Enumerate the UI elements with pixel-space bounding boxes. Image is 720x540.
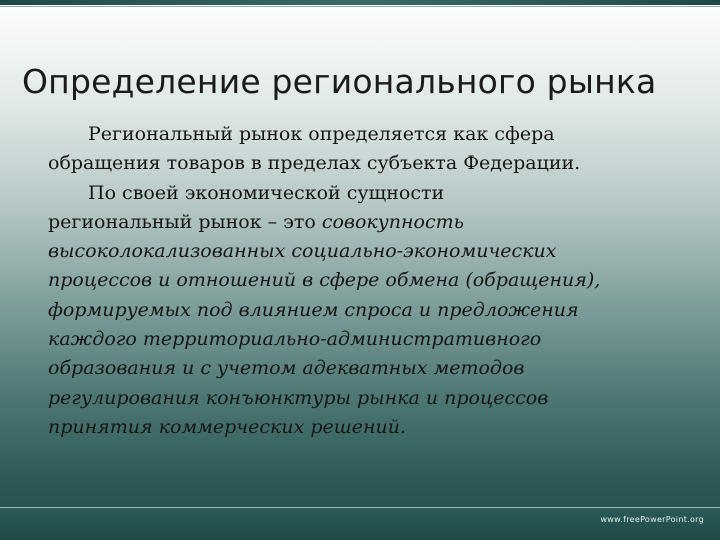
body-line: высоколокализованных социально-экономических [48,240,557,263]
body-line [48,208,688,237]
top-divider [0,6,720,7]
body-line: процессов и отношений в сфере обмена (обращения), [48,269,601,292]
body-text-italic: совокупность [321,210,464,233]
bottom-band [0,508,720,540]
body-line: принятия коммерческих решений. [48,415,407,438]
watermark-logo: www.freePowerPoint.org [600,515,704,524]
body-text: региональный рынок – это [48,210,322,233]
body-line: По своей экономической сущности [88,181,445,204]
slide-title: Определение регионального рынка [22,62,657,101]
body-line: образования и с учетом адекватных методов [48,357,525,380]
body-line: обращения товаров в пределах субъекта Федерации. [48,152,581,175]
body-line: каждого территориально-административного [48,328,542,351]
body-line: формируемых под влиянием спроса и предложения [48,298,579,321]
top-band [0,0,720,5]
body-line: Региональный рынок определяется как сфера [88,123,555,145]
body-line: регулирования конъюнктуры рынка и процессов [48,386,549,409]
slide-body [48,120,688,442]
